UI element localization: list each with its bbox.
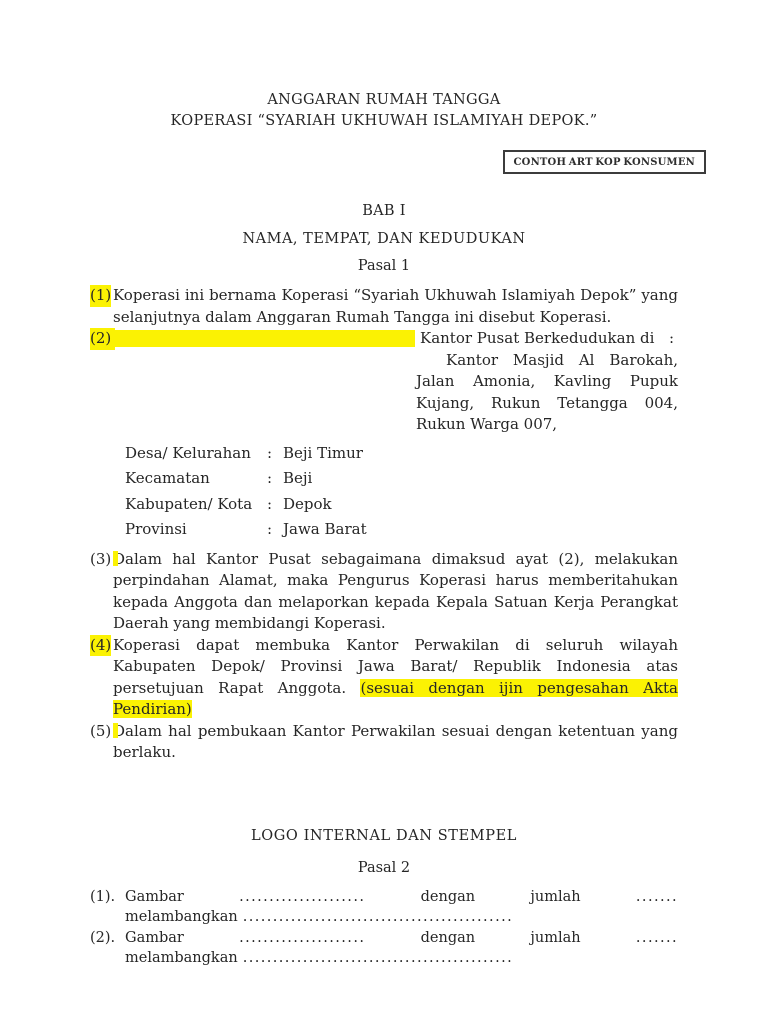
list-item-3	[90, 549, 678, 635]
geo-value: Beji Timur	[283, 443, 363, 462]
address-line: Rukun Warga 007,	[416, 415, 558, 433]
pasal1-label: Pasal 1	[357, 258, 411, 274]
pasal1-item-list	[0, 285, 768, 764]
pasal2-item2-line2	[125, 948, 678, 969]
geo-value: Depok	[283, 494, 332, 513]
geo-colon: :	[267, 520, 273, 538]
document-title-line2: KOPERASI “SYARIAH UKHUWAH ISLAMIYAH DEPOK.”	[170, 113, 598, 129]
blank-dotted-field: .....................	[239, 888, 366, 905]
item5-marker: (5)	[90, 721, 118, 743]
pasal2-item1-line2	[125, 907, 678, 928]
geo-row-kabupaten	[125, 492, 678, 518]
geo-row-kecamatan	[125, 466, 678, 492]
item4-text: Koperasi dapat membuka Kantor Perwakilan di seluruh wilayah Kabupaten Depok/ Provinsi Jawa Barat/ Republik Indonesia atas persetujuan Rapat Anggota.	[113, 635, 678, 697]
pasal2-item-list	[90, 887, 678, 969]
item1-marker-highlighted: (1)	[90, 285, 111, 307]
item3-marker: (3)	[90, 549, 118, 571]
pasal2-item2-marker: (2).	[90, 929, 116, 946]
item3-text: Dalam hal Kantor Pusat sebagaimana dimaksud ayat (2), melakukan perpindahan Alamat, maka Pengurus Koperasi harus memberitahukan kepada Anggota dan melaporkan kepada Kepala Satuan Kerja Perangkat Daerah yang membidangi Koperasi.	[113, 549, 678, 632]
address-line: Kantor Masjid Al Barokah,	[446, 350, 678, 369]
blank-dotted-field: .............................................	[242, 909, 514, 925]
pasal2-section-title: LOGO INTERNAL DAN STEMPEL	[251, 827, 517, 844]
word-jumlah: jumlah	[530, 929, 581, 946]
word-dengan: dengan	[420, 888, 476, 905]
item2-marker-highlighted: (2)	[90, 328, 115, 350]
word-gambar: Gambar	[125, 888, 184, 905]
chapter-label: BAB I	[362, 203, 406, 219]
pasal2-item1-body	[125, 887, 678, 928]
blank-dotted-field: .......	[635, 888, 678, 905]
item1-text: Koperasi ini bernama Koperasi “Syariah Ukhuwah Islamiyah Depok” yang selanjutnya dalam Anggaran Rumah Tangga ini disebut Koperasi.	[113, 286, 678, 326]
pasal2-item1-marker: (1).	[90, 888, 116, 905]
word-melambangkan: melambangkan	[125, 909, 238, 925]
document-title-line1: ANGGARAN RUMAH TANGGA	[267, 92, 501, 108]
geo-label: Desa/ Kelurahan	[125, 443, 251, 462]
redacted-highlight-bar	[115, 330, 415, 347]
word-jumlah: jumlah	[530, 888, 581, 905]
item4-marker-highlighted: (4)	[90, 635, 111, 657]
geo-label: Provinsi	[125, 520, 187, 538]
geo-row-provinsi	[125, 517, 678, 543]
geo-value: Beji	[283, 469, 313, 487]
list-item-1	[90, 285, 678, 328]
geo-table	[125, 441, 678, 543]
geo-label: Kabupaten/ Kota	[125, 494, 253, 513]
document-title-block	[0, 0, 768, 132]
blank-dotted-field: .....................	[239, 929, 366, 946]
blank-dotted-field: .............................................	[242, 950, 514, 966]
stamp-box: CONTOH ART KOP KONSUMEN	[503, 150, 707, 174]
address-line: Jalan Amonia, Kavling Pupuk	[416, 372, 678, 390]
pasal2-item-1	[90, 887, 678, 928]
geo-row-kelurahan	[125, 441, 678, 467]
address-line: Kujang, Rukun Tetangga 004,	[416, 393, 678, 412]
geo-label: Kecamatan	[125, 469, 210, 487]
pasal2-item2-body	[125, 928, 678, 969]
item2-head-row	[90, 328, 678, 350]
list-item-2	[90, 328, 678, 543]
blank-dotted-field: .......	[635, 929, 678, 946]
chapter-title: NAMA, TEMPAT, DAN KEDUDUKAN	[242, 231, 526, 247]
item2-label: Kantor Pusat Berkedudukan di	[420, 329, 655, 347]
pasal2-item-2	[90, 928, 678, 969]
word-dengan: dengan	[420, 929, 476, 946]
pasal2-label: Pasal 2	[357, 859, 411, 876]
word-melambangkan: melambangkan	[125, 950, 238, 966]
pasal2-item1-line1	[125, 887, 678, 908]
list-item-4	[90, 635, 678, 721]
pasal2-item2-line1	[125, 928, 678, 949]
stamp-row	[0, 150, 768, 174]
geo-value: Jawa Barat	[283, 520, 367, 538]
geo-colon: :	[267, 494, 273, 513]
geo-colon: :	[267, 469, 273, 487]
item4-highlighted-phrase: (sesuai dengan ijin pengesahan Akta Pendirian)	[113, 678, 679, 718]
list-item-5	[90, 721, 678, 764]
item2-colon: :	[668, 329, 674, 347]
word-gambar: Gambar	[125, 929, 184, 946]
head-office-address	[416, 350, 678, 436]
item5-text: Dalam hal pembukaan Kantor Perwakilan sesuai dengan ketentuan yang berlaku.	[113, 721, 678, 761]
geo-colon: :	[267, 443, 273, 462]
